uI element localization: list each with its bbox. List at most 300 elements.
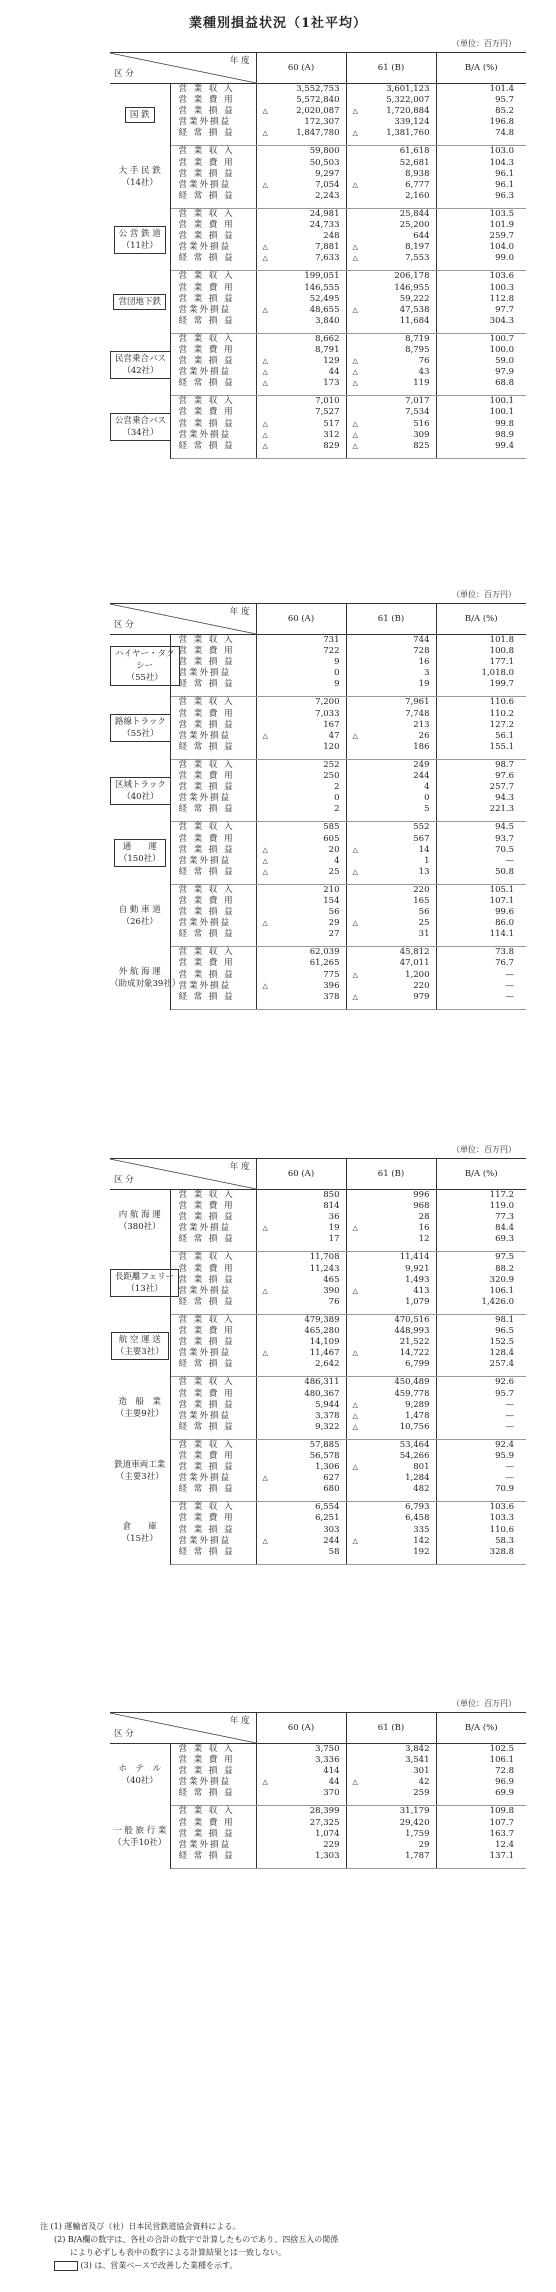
value-61 [346,697,436,709]
value-61 [346,1818,436,1829]
value-60 [256,1744,346,1756]
value-60 [256,804,346,822]
triangle-mark: △ [352,357,358,366]
value-60 [256,208,346,220]
value-60-value: 479,389 [304,1314,340,1325]
value-60 [256,1411,346,1422]
value-60 [256,220,346,231]
value-61-value: 43 [418,367,430,378]
earnings-table-3 [110,1158,526,1565]
ratio-value: 100.1 [489,396,514,407]
value-61 [346,668,436,679]
value-61 [346,1788,436,1806]
value-61-value: 25,844 [399,208,430,219]
ratio-value: 100.7 [489,333,514,344]
table-row [110,1400,526,1411]
value-61 [346,220,436,231]
header-ratio: B/A (%) [436,1159,526,1190]
table-row [110,1484,526,1502]
item-label: 営 業 費 用 [170,283,256,294]
value-61-value: 1,079 [405,1296,430,1307]
table-row [110,117,526,128]
value-60-value: 5,944 [315,1399,340,1410]
ratio-value: 128.4 [489,1348,514,1359]
value-61-value: 29 [418,1839,430,1850]
value-61-value: 259 [413,1788,430,1799]
item-label: 営 業 損 益 [170,1400,256,1411]
ratio-value: 69.3 [436,1234,526,1252]
item-label: 営業外損益 [170,1777,256,1788]
value-61 [346,896,436,907]
table-row [110,208,526,220]
item-label: 経 常 損 益 [170,1297,256,1315]
value-60 [256,316,346,334]
value-60-value: 1,074 [315,1828,340,1839]
value-60 [256,981,346,992]
table-row [110,1348,526,1359]
industry-name [110,396,170,458]
value-61-value: 19 [418,679,430,690]
header-col-60: 60 (A) [256,1713,346,1744]
value-60 [256,146,346,158]
item-label: 営 業 損 益 [170,1462,256,1473]
value-60-value: 2,020,087 [296,106,340,117]
value-60-value: 7,033 [315,708,340,719]
triangle-mark: △ [262,368,268,377]
value-60 [256,845,346,856]
value-60 [256,1788,346,1806]
value-61 [346,1422,436,1440]
ratio-value: 99.0 [436,253,526,271]
value-60 [256,793,346,804]
ratio-value: 112.8 [489,293,514,304]
industry-name [110,1806,170,1868]
triangle-mark: △ [352,731,358,740]
ratio-value: 98.1 [495,1314,514,1325]
ratio-value: 96.3 [436,191,526,209]
value-61-value: 213 [413,719,430,730]
value-60 [256,158,346,169]
ratio-value: 257.4 [436,1359,526,1377]
value-60 [256,1264,346,1275]
table-row [110,333,526,345]
value-61-value: 1 [424,855,430,866]
ratio-value: — [505,1462,514,1473]
ratio-value: 257.7 [489,782,514,793]
table-row [110,1502,526,1514]
triangle-mark: △ [262,129,268,138]
value-61 [346,117,436,128]
value-61 [346,1223,436,1234]
ratio-value: 99.4 [436,441,526,459]
triangle-mark: △ [352,129,358,138]
header-kubun: 区 分 [114,1175,134,1185]
value-61 [346,84,436,96]
industry-name [110,697,170,759]
item-label: 営 業 費 用 [170,220,256,231]
value-60 [256,709,346,720]
value-60-value: 199,051 [304,271,340,282]
value-61 [346,907,436,918]
value-61-value: 186 [413,741,430,752]
item-label: 営 業 費 用 [170,1326,256,1337]
ratio-value: 98.9 [495,429,514,440]
industry-name [110,1439,170,1501]
triangle-mark: △ [352,441,358,450]
item-label: 営業外損益 [170,1473,256,1484]
triangle-mark: △ [262,107,268,116]
item-label: 営 業 費 用 [170,646,256,657]
value-60 [256,333,346,345]
item-label: 経 常 損 益 [170,679,256,697]
table-row [110,158,526,169]
value-60-value: 57,885 [309,1439,340,1450]
value-61 [346,271,436,283]
header-col-61: 61 (B) [346,604,436,635]
table-row [110,1422,526,1440]
item-label: 営業外損益 [170,367,256,378]
item-label: 営 業 費 用 [170,771,256,782]
value-61 [346,646,436,657]
value-61 [346,845,436,856]
industry-name-label: ホ テ ル （40社） [118,1763,161,1786]
item-label: 経 常 損 益 [170,1851,256,1869]
value-61-value: 470,516 [394,1314,430,1325]
table-row [110,316,526,334]
value-60 [256,1314,346,1326]
value-61 [346,822,436,834]
value-60 [256,419,346,430]
value-61 [346,208,436,220]
value-61 [346,1411,436,1422]
ratio-value: 304.3 [436,316,526,334]
ratio-value: 77.3 [495,1212,514,1223]
value-60 [256,1348,346,1359]
ratio-value: 97.7 [495,304,514,315]
value-61 [346,1234,436,1252]
value-60 [256,958,346,969]
value-60-value: 48,655 [309,304,340,315]
value-61 [346,992,436,1010]
value-61-value: 5,322,007 [386,95,430,106]
value-60 [256,294,346,305]
value-61-value: 165 [413,895,430,906]
industry-name-label: 自 動 車 道 （26社） [118,904,161,927]
value-60-value: 722 [323,646,340,657]
value-61 [346,1264,436,1275]
value-61 [346,867,436,885]
value-60-value: 172,307 [304,117,340,128]
header-col-61: 61 (B) [346,1713,436,1744]
table-row [110,1829,526,1840]
ratio-value: 102.5 [489,1744,514,1754]
triangle-mark: △ [352,845,358,854]
table-row [110,95,526,106]
value-61-value: 16 [418,657,430,668]
header-kubun: 区 分 [114,1729,134,1739]
ratio-value: 103.0 [489,146,514,157]
table-row [110,759,526,771]
value-61 [346,771,436,782]
ratio-value: — [436,1422,526,1440]
table-row [110,845,526,856]
value-61-value: 14,722 [399,1348,430,1359]
value-61 [346,1840,436,1851]
item-label: 営 業 損 益 [170,720,256,731]
value-61-value: 206,178 [394,271,430,282]
value-60 [256,180,346,191]
table-row [110,356,526,367]
item-label: 営 業 損 益 [170,1212,256,1223]
value-61-value: 3,601,123 [386,84,430,94]
value-60 [256,668,346,679]
industry-group [110,1502,526,1564]
note-3-text: (3) は、営業ベースで改善した業種を示す。 [80,2261,238,2270]
value-60 [256,1462,346,1473]
item-label: 営 業 収 入 [170,1190,256,1202]
value-60 [256,191,346,209]
triangle-mark: △ [262,1286,268,1295]
value-61 [346,1766,436,1777]
value-60-value: 56,578 [309,1450,340,1461]
value-61-value: 76 [418,356,430,367]
value-60 [256,646,346,657]
item-label: 営 業 費 用 [170,1389,256,1400]
industry-name-label: 大 手 民 鉄 （14社） [118,166,161,189]
value-60-value: 486,311 [304,1377,340,1388]
item-label: 営業外損益 [170,1536,256,1547]
ratio-value: 101.4 [489,84,514,94]
item-label: 営 業 収 入 [170,947,256,959]
value-61-value: 11,684 [399,315,430,326]
value-61-value: 7,017 [405,396,430,407]
value-60-value: 59,800 [309,146,340,157]
industry-group [110,271,526,333]
value-61 [346,169,436,180]
value-61 [346,242,436,253]
value-60-value: 7,527 [315,407,340,418]
table-row [110,242,526,253]
industry-group [110,396,526,458]
ratio-value: 114.1 [436,929,526,947]
triangle-mark: △ [262,856,268,865]
industry-name [110,208,170,270]
industry-group [110,333,526,395]
value-60 [256,1451,346,1462]
table-row [110,1359,526,1377]
industry-name-label: 通 運 （150社） [114,839,166,867]
value-60-value: 680 [323,1484,340,1495]
value-61-value: 25 [418,918,430,929]
item-label: 営 業 費 用 [170,407,256,418]
value-61 [346,657,436,668]
header-nendo: 年 度 [229,1162,250,1172]
value-60-value: 11,708 [309,1252,340,1263]
triangle-mark: △ [352,992,358,1001]
triangle-mark: △ [352,970,358,979]
table-row [110,771,526,782]
value-61 [346,1513,436,1524]
value-60-value: 814 [323,1201,340,1212]
value-61-value: 6,777 [405,179,430,190]
value-61 [346,929,436,947]
table-row [110,146,526,158]
ratio-value: 73.8 [495,947,514,958]
item-label: 営 業 費 用 [170,95,256,106]
value-61 [346,1451,436,1462]
value-60-value: 146,555 [304,282,340,293]
value-61-value: 28 [418,1212,430,1223]
value-61-value: 2,160 [405,190,430,201]
value-61-value: 339,124 [394,117,430,128]
ratio-value: 85.2 [495,106,514,117]
value-60 [256,345,346,356]
value-60 [256,1275,346,1286]
triangle-mark: △ [352,1463,358,1472]
value-61-value: 1,759 [405,1828,430,1839]
item-label: 経 常 損 益 [170,128,256,146]
value-61-value: 1,200 [405,969,430,980]
value-60 [256,884,346,896]
ratio-value: 96.9 [495,1777,514,1788]
ratio-value: 88.2 [495,1263,514,1274]
value-60 [256,1377,346,1389]
industry-group [110,1439,526,1501]
value-60 [256,378,346,396]
item-label: 営 業 費 用 [170,158,256,169]
value-60-value: 303 [323,1524,340,1535]
value-60 [256,169,346,180]
value-61 [346,1359,436,1377]
item-label: 営 業 費 用 [170,345,256,356]
value-61 [346,1201,436,1212]
value-61 [346,419,436,430]
industry-name [110,271,170,333]
industry-group [110,884,526,946]
earnings-table-1 [110,52,526,459]
value-61 [346,1400,436,1411]
value-61-value: 1,478 [405,1410,430,1421]
value-61 [346,793,436,804]
value-60 [256,441,346,459]
industry-name-label: ハイヤー・タク シー （55社） [110,646,180,686]
item-label: 営業外損益 [170,117,256,128]
ratio-value: 110.6 [489,697,514,708]
value-60 [256,1766,346,1777]
item-label: 営業外損益 [170,981,256,992]
value-60-value: 8,791 [315,344,340,355]
value-61-value: 14 [418,844,430,855]
table-row [110,947,526,959]
triangle-mark: △ [262,919,268,928]
item-label: 経 常 損 益 [170,1422,256,1440]
table-row [110,84,526,96]
ratio-value: — [505,980,514,991]
value-60-value: 173 [323,378,340,389]
table-row [110,1252,526,1264]
value-60-value: 7,010 [315,396,340,407]
value-60-value: 27,325 [309,1817,340,1828]
triangle-mark: △ [352,430,358,439]
value-61 [346,191,436,209]
table-row [110,918,526,929]
item-label: 営 業 損 益 [170,845,256,856]
value-60 [256,1777,346,1788]
table-row [110,1326,526,1337]
value-61-value: 5 [424,804,430,815]
table-row [110,697,526,709]
value-61 [346,782,436,793]
note-1: 注 (1) 運輸省及び（社）日本民営鉄道協会資料による。 [40,2222,241,2231]
value-61-value: 7,534 [405,407,430,418]
value-60-value: 3,378 [315,1410,340,1421]
value-60 [256,305,346,316]
item-label: 経 常 損 益 [170,1234,256,1252]
value-61 [346,1439,436,1451]
item-label: 経 常 損 益 [170,992,256,1010]
ratio-value: 86.0 [495,918,514,929]
triangle-mark: △ [262,357,268,366]
industry-name-label: 国 鉄 [125,107,155,123]
value-61-value: 482 [413,1484,430,1495]
page-title: 業種別損益状況（1社平均） [188,16,368,31]
item-label: 経 常 損 益 [170,253,256,271]
industry-group [110,947,526,1009]
header-diagonal [110,604,256,634]
value-60 [256,1286,346,1297]
item-label: 営 業 損 益 [170,970,256,981]
earnings-table-2 [110,603,526,1010]
ratio-value: 93.7 [495,833,514,844]
value-61 [346,345,436,356]
value-61-value: 7,961 [405,697,430,708]
value-60-value: 850 [323,1190,340,1200]
value-61-value: 56 [418,907,430,918]
value-61-value: 552 [413,822,430,833]
value-60-value: 24,981 [309,208,340,219]
item-label: 経 常 損 益 [170,1547,256,1565]
item-label: 営 業 費 用 [170,1818,256,1829]
value-60-value: 7,054 [315,179,340,190]
value-61-value: 9,921 [405,1263,430,1274]
item-label: 営 業 費 用 [170,1755,256,1766]
triangle-mark: △ [262,1349,268,1358]
value-61-value: 1,284 [405,1473,430,1484]
value-61 [346,407,436,418]
value-60 [256,1829,346,1840]
value-60 [256,128,346,146]
ratio-value: 99.6 [495,907,514,918]
ratio-value: 328.8 [436,1547,526,1565]
value-61 [346,1389,436,1400]
value-60-value: 28,399 [309,1806,340,1817]
industry-name [110,84,170,146]
triangle-mark: △ [352,919,358,928]
value-61 [346,1829,436,1840]
value-60 [256,720,346,731]
value-61-value: 42 [418,1777,430,1788]
value-60-value: 248 [323,231,340,242]
value-60-value: 390 [323,1285,340,1296]
table-row [110,1411,526,1422]
value-61 [346,635,436,647]
header-kubun-nendo [110,1713,256,1744]
value-61-value: 459,778 [394,1388,430,1399]
value-60 [256,1212,346,1223]
value-61-value: 10,756 [399,1421,430,1432]
value-61-value: 1,787 [405,1850,430,1861]
header-diagonal [110,53,256,83]
